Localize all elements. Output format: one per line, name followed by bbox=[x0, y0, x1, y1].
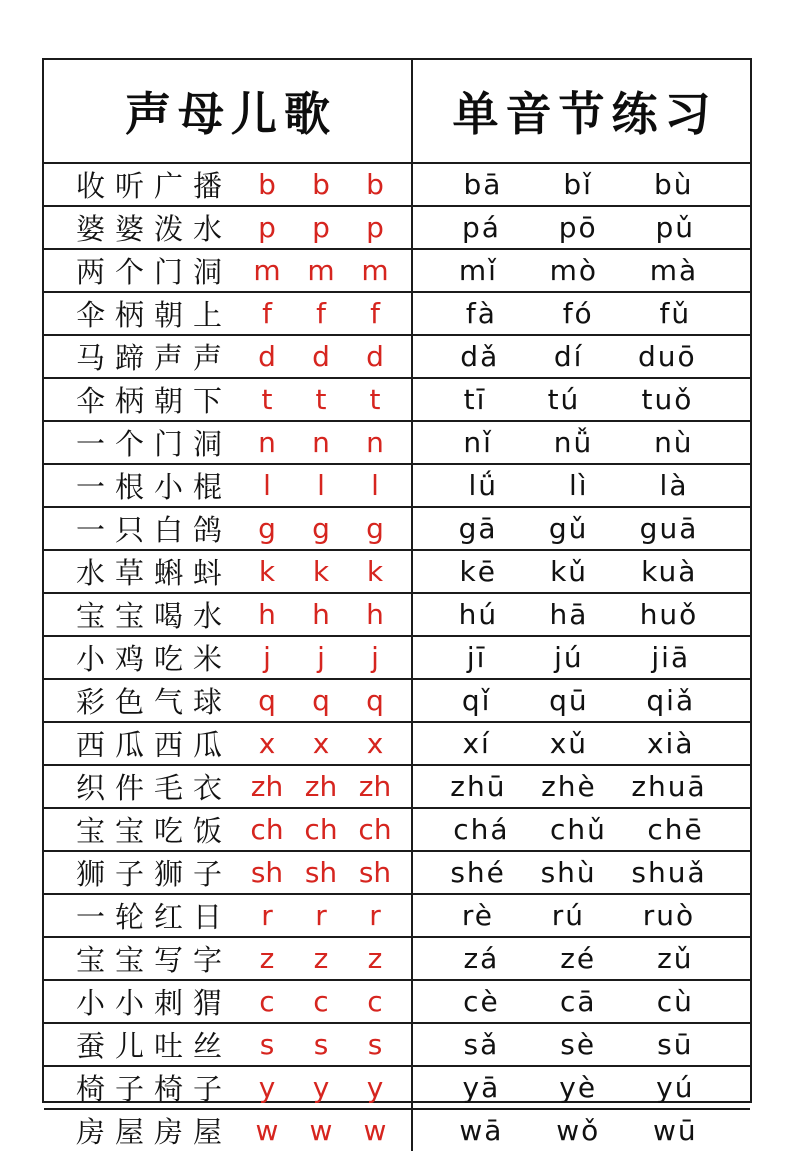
initial-letter: sh bbox=[304, 855, 338, 889]
initial-letters bbox=[245, 253, 397, 287]
rhyme-cell bbox=[44, 637, 413, 678]
rhyme-cell bbox=[44, 809, 413, 850]
initial-letter: c bbox=[367, 984, 383, 1018]
pinyin-syllable: yè bbox=[559, 1071, 598, 1104]
pinyin-syllable: hā bbox=[549, 598, 589, 631]
syllable-cell bbox=[413, 293, 750, 334]
phrase-text: 狮子狮子 bbox=[76, 859, 233, 891]
pinyin-syllable: wū bbox=[652, 1114, 698, 1147]
syllable-cell bbox=[413, 1067, 750, 1108]
pinyin-syllable: bā bbox=[463, 168, 503, 201]
pinyin-syllable: fà bbox=[465, 297, 497, 330]
syllable-cell bbox=[413, 981, 750, 1022]
initial-letters bbox=[245, 984, 397, 1018]
rhyme-cell bbox=[44, 465, 413, 506]
syllable-cell bbox=[413, 164, 750, 205]
pinyin-syllable: jú bbox=[554, 641, 584, 674]
pinyin-syllable: rú bbox=[551, 899, 585, 932]
rhyme-cell bbox=[44, 207, 413, 248]
pinyin-syllable: qū bbox=[549, 684, 589, 717]
initial-letters bbox=[245, 339, 397, 373]
initial-letter: t bbox=[261, 382, 273, 416]
initial-letter: j bbox=[317, 640, 325, 674]
pinyin-syllable: yā bbox=[462, 1071, 501, 1104]
pinyin-syllable: sǎ bbox=[463, 1028, 500, 1061]
initial-letter: n bbox=[258, 425, 276, 459]
initial-letter: y bbox=[258, 1070, 276, 1104]
initial-letter: k bbox=[312, 554, 330, 588]
initial-letter: d bbox=[312, 339, 330, 373]
phrase-text: 小小刺猬 bbox=[76, 988, 233, 1020]
pinyin-syllable: yú bbox=[656, 1071, 695, 1104]
pinyin-syllable: shù bbox=[540, 856, 597, 889]
phrase-text: 小鸡吃米 bbox=[76, 644, 233, 676]
pinyin-syllable: chá bbox=[453, 813, 510, 846]
initial-letters bbox=[245, 210, 397, 244]
pinyin-syllable: qiǎ bbox=[646, 684, 696, 717]
initial-letter: r bbox=[369, 898, 381, 932]
initial-letters bbox=[245, 941, 397, 975]
pinyin-syllable: jī bbox=[466, 641, 487, 674]
initial-letter: y bbox=[312, 1070, 330, 1104]
initial-letter: x bbox=[366, 726, 384, 760]
initial-letter: d bbox=[258, 339, 276, 373]
initial-letter: p bbox=[366, 210, 384, 244]
initial-letter: w bbox=[309, 1113, 333, 1147]
pinyin-syllable: hú bbox=[458, 598, 499, 631]
initial-letter: q bbox=[258, 683, 276, 717]
pinyin-syllable: zá bbox=[463, 942, 500, 975]
pinyin-syllable: qǐ bbox=[461, 684, 492, 717]
initial-letter: m bbox=[253, 253, 281, 287]
initial-letter: c bbox=[259, 984, 275, 1018]
initial-letter: zh bbox=[358, 769, 392, 803]
table-row bbox=[44, 207, 750, 250]
syllable-cell bbox=[413, 207, 750, 248]
pinyin-syllable: dí bbox=[553, 340, 584, 373]
initial-letter: k bbox=[366, 554, 384, 588]
pinyin-syllable: shé bbox=[450, 856, 506, 889]
pinyin-syllable: rè bbox=[461, 899, 494, 932]
initial-letter: r bbox=[261, 898, 273, 932]
initial-letter: ch bbox=[358, 812, 392, 846]
pinyin-syllable: cù bbox=[656, 985, 694, 1018]
initial-letter: q bbox=[312, 683, 330, 717]
phrase-text: 一根小棍 bbox=[76, 472, 233, 504]
initial-letter: w bbox=[255, 1113, 279, 1147]
rhyme-cell bbox=[44, 680, 413, 721]
pinyin-syllable: shuǎ bbox=[631, 856, 707, 889]
initial-letter: h bbox=[366, 597, 384, 631]
pinyin-syllable: xǔ bbox=[549, 727, 589, 760]
initial-letter: f bbox=[316, 296, 326, 330]
pinyin-syllable: xí bbox=[462, 727, 491, 760]
phrase-text: 马蹄声声 bbox=[76, 343, 233, 375]
pinyin-syllable: mà bbox=[649, 254, 699, 287]
pinyin-syllable: sè bbox=[560, 1028, 597, 1061]
phrase-text: 伞柄朝上 bbox=[76, 300, 233, 332]
syllable-cell bbox=[413, 465, 750, 506]
pinyin-syllable: jiā bbox=[651, 641, 691, 674]
pinyin-syllable: cā bbox=[559, 985, 597, 1018]
table-row bbox=[44, 766, 750, 809]
pinyin-syllable: bù bbox=[653, 168, 694, 201]
pinyin-syllable: gǔ bbox=[548, 512, 589, 545]
initial-letter: j bbox=[371, 640, 379, 674]
table-row bbox=[44, 1110, 750, 1151]
syllable-cell bbox=[413, 723, 750, 764]
phrase-text: 房屋房屋 bbox=[76, 1117, 233, 1149]
pinyin-syllable: guā bbox=[639, 512, 699, 545]
syllable-cell bbox=[413, 250, 750, 291]
rhyme-cell bbox=[44, 379, 413, 420]
table-row bbox=[44, 508, 750, 551]
phrase-text: 宝宝喝水 bbox=[76, 601, 233, 633]
rhyme-cell bbox=[44, 981, 413, 1022]
initial-letter: sh bbox=[250, 855, 284, 889]
initial-letter: s bbox=[313, 1027, 329, 1061]
table-row bbox=[44, 852, 750, 895]
pinyin-syllable: ruò bbox=[642, 899, 696, 932]
rhyme-cell bbox=[44, 336, 413, 377]
initial-letter: l bbox=[317, 468, 325, 502]
table-row bbox=[44, 680, 750, 723]
initial-letter: x bbox=[258, 726, 276, 760]
table-row bbox=[44, 723, 750, 766]
initial-letter: z bbox=[259, 941, 275, 975]
pinyin-syllable: zhū bbox=[450, 770, 507, 803]
phrase-text: 宝宝写字 bbox=[76, 945, 233, 977]
initial-letters bbox=[245, 1070, 397, 1104]
syllable-cell bbox=[413, 336, 750, 377]
phrase-text: 一只白鸽 bbox=[76, 515, 233, 547]
phrase-text: 织件毛衣 bbox=[76, 773, 233, 805]
pinyin-syllable: chē bbox=[647, 813, 704, 846]
rhyme-cell bbox=[44, 766, 413, 807]
initial-letter: sh bbox=[358, 855, 392, 889]
syllable-cell bbox=[413, 852, 750, 893]
pinyin-syllable: nǐ bbox=[463, 426, 493, 459]
phrase-text: 椅子椅子 bbox=[76, 1074, 233, 1106]
table-row bbox=[44, 164, 750, 207]
table-row bbox=[44, 938, 750, 981]
pinyin-syllable: kuà bbox=[641, 555, 698, 588]
initial-letters bbox=[245, 167, 397, 201]
table-row bbox=[44, 422, 750, 465]
initial-letter: z bbox=[313, 941, 329, 975]
initial-letter: h bbox=[258, 597, 276, 631]
pinyin-syllable: kǔ bbox=[550, 555, 589, 588]
table-row bbox=[44, 809, 750, 852]
phrase-text: 两个门洞 bbox=[76, 257, 233, 289]
initial-letter: m bbox=[361, 253, 389, 287]
initial-letter: m bbox=[307, 253, 335, 287]
initial-letters bbox=[245, 1113, 397, 1147]
pinyin-syllable: bǐ bbox=[563, 168, 593, 201]
phrase-text: 水草蝌蚪 bbox=[76, 558, 233, 590]
table-row bbox=[44, 594, 750, 637]
table-row bbox=[44, 637, 750, 680]
initial-letter: y bbox=[366, 1070, 384, 1104]
table-row bbox=[44, 465, 750, 508]
initial-letter: j bbox=[263, 640, 271, 674]
initial-letter: f bbox=[262, 296, 272, 330]
header-syllable-practice: 单音节练习 bbox=[452, 89, 718, 140]
syllable-cell bbox=[413, 938, 750, 979]
initial-letter: s bbox=[367, 1027, 383, 1061]
initial-letter: g bbox=[366, 511, 384, 545]
initial-letter: p bbox=[258, 210, 276, 244]
pinyin-syllable: zǔ bbox=[657, 942, 694, 975]
syllable-cell bbox=[413, 809, 750, 850]
pinyin-syllable: lì bbox=[569, 469, 589, 502]
initial-letter: b bbox=[312, 167, 330, 201]
pinyin-syllable: mǐ bbox=[458, 254, 498, 287]
initial-letter: p bbox=[312, 210, 330, 244]
rhyme-cell bbox=[44, 1067, 413, 1108]
pinyin-syllable: huǒ bbox=[639, 598, 699, 631]
initial-letter: n bbox=[312, 425, 330, 459]
phrase-text: 伞柄朝下 bbox=[76, 386, 233, 418]
initial-letters bbox=[245, 425, 397, 459]
pinyin-syllable: dǎ bbox=[460, 340, 500, 373]
initial-letter: zh bbox=[304, 769, 338, 803]
table-row bbox=[44, 336, 750, 379]
initial-letter: c bbox=[313, 984, 329, 1018]
initial-letter: l bbox=[371, 468, 379, 502]
table-body bbox=[44, 164, 750, 1151]
pinyin-syllable: kē bbox=[459, 555, 497, 588]
pinyin-syllable: pǔ bbox=[655, 211, 696, 244]
rhyme-cell bbox=[44, 250, 413, 291]
syllable-cell bbox=[413, 680, 750, 721]
pinyin-syllable: zé bbox=[560, 942, 597, 975]
initial-letters bbox=[245, 1027, 397, 1061]
pinyin-syllable: lǘ bbox=[468, 469, 499, 502]
initial-letters bbox=[245, 597, 397, 631]
initial-letter: n bbox=[366, 425, 384, 459]
pinyin-syllable: pō bbox=[558, 211, 598, 244]
pinyin-syllable: tú bbox=[547, 383, 581, 416]
rhyme-cell bbox=[44, 938, 413, 979]
initial-letters bbox=[245, 468, 397, 502]
initial-letters bbox=[245, 640, 397, 674]
initial-letter: t bbox=[369, 382, 381, 416]
initial-letter: g bbox=[312, 511, 330, 545]
initial-letters bbox=[245, 898, 397, 932]
phrase-text: 一轮红日 bbox=[76, 902, 233, 934]
pinyin-syllable: zhuā bbox=[631, 770, 707, 803]
pinyin-syllable: sū bbox=[657, 1028, 694, 1061]
syllable-cell bbox=[413, 508, 750, 549]
phrase-text: 蚕儿吐丝 bbox=[76, 1031, 233, 1063]
syllable-cell bbox=[413, 1110, 750, 1151]
initial-letter: q bbox=[366, 683, 384, 717]
pinyin-syllable: gā bbox=[458, 512, 498, 545]
initial-letter: w bbox=[363, 1113, 387, 1147]
rhyme-cell bbox=[44, 852, 413, 893]
syllable-cell bbox=[413, 379, 750, 420]
syllable-cell bbox=[413, 1024, 750, 1065]
phrase-text: 西瓜西瓜 bbox=[76, 730, 233, 762]
pinyin-syllable: mò bbox=[549, 254, 598, 287]
rhyme-cell bbox=[44, 594, 413, 635]
initial-letters bbox=[245, 382, 397, 416]
initial-letter: b bbox=[258, 167, 276, 201]
table-row bbox=[44, 981, 750, 1024]
table-row bbox=[44, 293, 750, 336]
initial-letters bbox=[245, 683, 397, 717]
rhyme-cell bbox=[44, 723, 413, 764]
pinyin-syllable: nǚ bbox=[553, 426, 594, 459]
phrase-text: 收听广播 bbox=[76, 171, 233, 203]
syllable-cell bbox=[413, 895, 750, 936]
rhyme-cell bbox=[44, 508, 413, 549]
header-initials-rhyme: 声母儿歌 bbox=[44, 60, 413, 162]
rhyme-cell bbox=[44, 895, 413, 936]
initial-letters bbox=[245, 726, 397, 760]
initial-letters bbox=[245, 296, 397, 330]
rhyme-cell bbox=[44, 422, 413, 463]
table-row bbox=[44, 379, 750, 422]
syllable-cell bbox=[413, 637, 750, 678]
table-row bbox=[44, 551, 750, 594]
initial-letters bbox=[245, 769, 397, 803]
pinyin-syllable: chǔ bbox=[550, 813, 607, 846]
pinyin-syllable: là bbox=[659, 469, 689, 502]
pinyin-syllable: fó bbox=[562, 297, 594, 330]
initial-letter: b bbox=[366, 167, 384, 201]
pinyin-syllable: cè bbox=[463, 985, 500, 1018]
initial-letters bbox=[245, 554, 397, 588]
initial-letters bbox=[245, 511, 397, 545]
table-header-row bbox=[44, 60, 750, 164]
pinyin-syllable: pá bbox=[461, 211, 501, 244]
syllable-cell bbox=[413, 551, 750, 592]
initial-letters bbox=[245, 855, 397, 889]
initial-letter: z bbox=[367, 941, 383, 975]
initial-letter: r bbox=[315, 898, 327, 932]
pinyin-syllable: wǒ bbox=[556, 1114, 601, 1147]
initial-letter: ch bbox=[304, 812, 338, 846]
phrase-text: 婆婆泼水 bbox=[76, 214, 233, 246]
rhyme-cell bbox=[44, 551, 413, 592]
syllable-cell bbox=[413, 422, 750, 463]
table-row bbox=[44, 1067, 750, 1110]
initial-letter: ch bbox=[250, 812, 284, 846]
rhyme-cell bbox=[44, 293, 413, 334]
initial-letter: g bbox=[258, 511, 276, 545]
syllable-cell bbox=[413, 594, 750, 635]
pinyin-syllable: wā bbox=[459, 1114, 504, 1147]
pinyin-syllable: tī bbox=[463, 383, 487, 416]
initial-letter: k bbox=[258, 554, 276, 588]
initial-letter: f bbox=[370, 296, 380, 330]
table-row bbox=[44, 250, 750, 293]
initial-letter: zh bbox=[250, 769, 284, 803]
table-row bbox=[44, 1024, 750, 1067]
initial-letter: s bbox=[259, 1027, 275, 1061]
initial-letters bbox=[245, 812, 397, 846]
rhyme-cell bbox=[44, 1110, 413, 1151]
pinyin-syllable: xià bbox=[646, 727, 695, 760]
pinyin-syllable: tuǒ bbox=[641, 383, 694, 416]
pinyin-syllable: duō bbox=[638, 340, 697, 373]
pinyin-syllable: fǔ bbox=[659, 297, 692, 330]
table-row bbox=[44, 895, 750, 938]
syllable-cell bbox=[413, 766, 750, 807]
initial-letter: x bbox=[312, 726, 330, 760]
rhyme-cell bbox=[44, 164, 413, 205]
pinyin-syllable: nù bbox=[654, 426, 694, 459]
initial-letter: t bbox=[315, 382, 327, 416]
phrase-text: 宝宝吃饭 bbox=[76, 816, 233, 848]
initial-letter: l bbox=[263, 468, 271, 502]
pinyin-syllable: zhè bbox=[541, 770, 597, 803]
pinyin-practice-table bbox=[42, 58, 752, 1149]
phrase-text: 一个门洞 bbox=[76, 429, 233, 461]
initial-letter: d bbox=[366, 339, 384, 373]
phrase-text: 彩色气球 bbox=[76, 687, 233, 719]
rhyme-cell bbox=[44, 1024, 413, 1065]
initial-letter: h bbox=[312, 597, 330, 631]
